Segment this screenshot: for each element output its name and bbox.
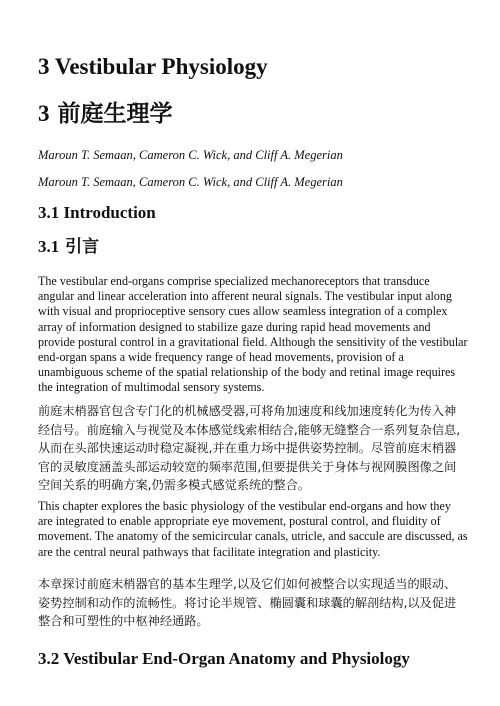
chapter-title-en: 3 Vestibular Physiology — [38, 54, 268, 79]
authors-zh: Maroun T. Semaan, Cameron C. Wick, and Cliff A. Megerian — [38, 175, 343, 189]
intro-paragraph-2-en: This chapter explores the basic physiology of the vestibular end-organs and how they are integrated to enable appropriate eye movement, postural control, and fluidity of movement. The anatomy of the semicircular canals, utricle, and saccule are discussed, as are the central neural pathways that facilitate integration and plasticity. — [38, 499, 468, 559]
intro-paragraph-1-en: The vestibular end-organs comprise specialized mechanoreceptors that transduce angular and linear acceleration into afferent neural signals. The vestibular input along with visual and proprioceptive sensory cues allow seamless integration of a complex array of information designed to stabilize gaze during rapid head movements and provide postural control in a gravitational field. Although the sensitivity of the vestibular end-organ spans a wide frequency range of head movements, provision of a unambiguous scheme of the spatial relationship of the body and retinal image requires the integration of multimodal sensory systems. — [38, 274, 468, 395]
chapter-title-zh-text: 前庭生理学 — [57, 101, 173, 127]
intro-paragraph-2-zh: 本章探讨前庭末梢器官的基本生理学,以及它们如何被整合以实现适当的眼动、姿势控制和动作的流畅性。将讨论半规管、椭圆囊和球囊的解剖结构,以及促进整合和可塑性的中枢神经通路。 — [38, 577, 457, 628]
section-heading-anatomy-en: 3.2 Vestibular End-Organ Anatomy and Physiology — [38, 649, 410, 668]
section-number-intro-zh: 3.1 — [38, 237, 60, 256]
section-heading-intro-en: 3.1 Introduction — [38, 203, 156, 222]
intro-paragraph-1-zh: 前庭末梢器官包含专门化的机械感受器,可将角加速度和线加速度转化为传入神经信号。前庭输入与视觉及本体感觉线索相结合,能够无缝整合一系列复杂信息,从而在头部快速运动时稳定凝视,并在重力场中提供姿势控制。尽管前庭末梢器官的灵敏度涵盖头部运动较宽的频率范围,但要提供关于身体与视网膜图像之间空间关系的明确方案,仍需多模式感觉系统的整合。 — [38, 404, 461, 492]
chapter-title-zh — [38, 97, 173, 131]
authors-en: Maroun T. Semaan, Cameron C. Wick, and Cliff A. Megerian — [38, 148, 343, 162]
chapter-number-zh: 3 — [38, 101, 50, 126]
section-heading-intro-zh — [38, 235, 99, 259]
section-heading-intro-zh-text: 引言 — [65, 237, 100, 257]
